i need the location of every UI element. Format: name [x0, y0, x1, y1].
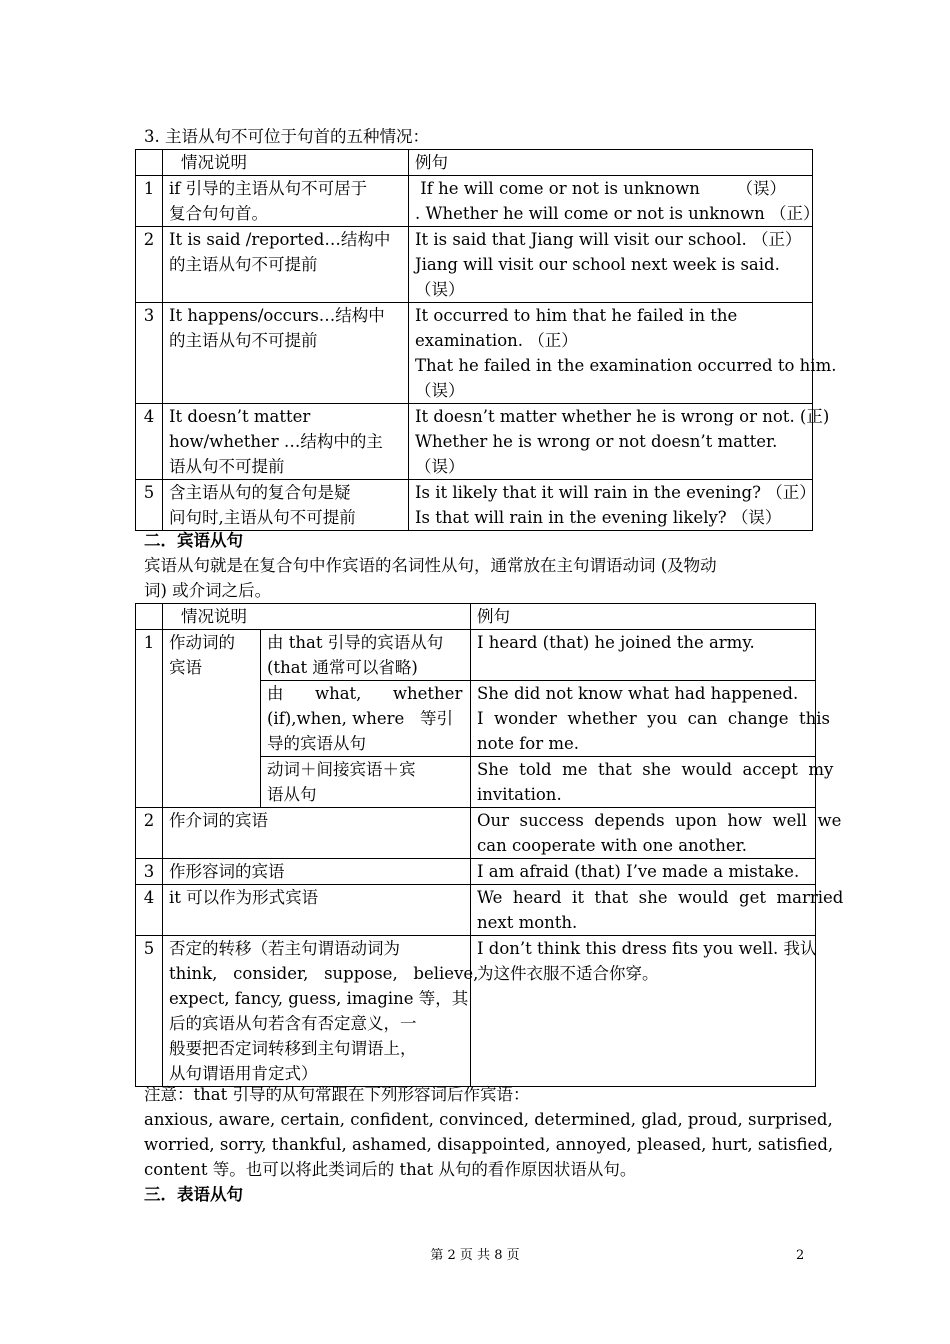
text-line: （误）: [415, 280, 465, 299]
text-line: how/whether …结构中的主: [169, 432, 383, 451]
text-line: It doesn’t matter whether he is wrong or not. (正): [415, 407, 830, 426]
text-line: Whether he is wrong or not doesn’t matter.: [415, 432, 778, 451]
table-row: [136, 859, 816, 885]
text-line: She did not know what had happened.: [477, 684, 799, 703]
page-number-right: 2: [796, 1248, 805, 1263]
object-clause-table: [135, 603, 844, 1087]
table-row: [136, 885, 816, 936]
text-line: 宾语: [169, 658, 202, 677]
row-example: [409, 176, 820, 227]
text-line: 动词＋间接宾语＋宾: [267, 760, 416, 779]
row-description: [163, 303, 409, 404]
text-line: 作介词的宾语: [169, 811, 268, 830]
text-line: . Whether he will come or not is unknown （正）: [415, 204, 820, 223]
text-line: Is that will rain in the evening likely? （误）: [415, 508, 782, 527]
row-description: [163, 227, 409, 303]
text-line: I wonder whether you can change this: [477, 709, 831, 728]
text-line: It is said /reported…结构中: [169, 230, 391, 249]
text-line: if 引导的主语从句不可居于: [169, 179, 368, 198]
text-line: 复合句句首。: [169, 204, 268, 223]
row-example: [409, 227, 813, 303]
row-number: 3: [136, 303, 163, 404]
text-line: I am afraid (that) I’ve made a mistake.: [477, 862, 800, 881]
note-line: 注意：that 引导的从句常跟在下列形容词后作宾语：: [144, 1085, 530, 1104]
table-row: [136, 303, 813, 404]
text-line: It happens/occurs…结构中: [169, 306, 385, 325]
row-example: [471, 936, 816, 1087]
table-row: [136, 480, 813, 531]
text-line: 语从句: [267, 785, 317, 804]
text-line: Jiang will visit our school next week is said.: [415, 255, 780, 274]
table-row: [136, 404, 813, 480]
row-description: [163, 404, 409, 480]
text-line: expect, fancy, guess, imagine 等，其: [169, 989, 469, 1008]
header-cell-num: [136, 604, 163, 630]
text-line: Our success depends upon how well we: [477, 811, 842, 830]
header-cell-example: 例句: [471, 604, 816, 630]
text-line: 作形容词的宾语: [169, 862, 285, 881]
text-line: can cooperate with one another.: [477, 836, 747, 855]
row-example: [471, 885, 844, 936]
header-cell-desc: 情况说明: [163, 604, 471, 630]
text-line: (that 通常可以省略): [267, 658, 418, 677]
row-description: [163, 936, 479, 1087]
row-description: [163, 885, 471, 936]
text-line: examination. （正）: [415, 331, 578, 350]
row-example: [471, 757, 834, 808]
section-heading-predicative-clause: 三．表语从句: [144, 1185, 243, 1204]
row-example: [471, 808, 842, 859]
row-description: [163, 480, 409, 531]
table-row: [136, 808, 816, 859]
row-example: [409, 480, 816, 531]
header-cell-example: 例句: [409, 150, 813, 176]
text-line: She told me that she would accept my: [477, 760, 834, 779]
text-line: 为这件衣服不适合你穿。: [477, 964, 659, 983]
row-number: 4: [136, 885, 163, 936]
table-row: [136, 630, 816, 681]
table-row: [136, 936, 816, 1087]
text-line: 问句时,主语从句不可提前: [169, 508, 356, 527]
text-line: 的主语从句不可提前: [169, 255, 318, 274]
text-line: next month.: [477, 913, 578, 932]
text-line: 由 what, whether: [267, 684, 463, 703]
row-example: [409, 303, 837, 404]
row-number: 2: [136, 227, 163, 303]
row-number: 2: [136, 808, 163, 859]
subject-clause-table: [135, 149, 837, 531]
text-line: We heard it that she would get married: [477, 888, 844, 907]
row-number: 3: [136, 859, 163, 885]
note-line: content 等。也可以将此类词后的 that 从句的看作原因状语从句。: [144, 1160, 637, 1179]
text-line: It doesn’t matter: [169, 407, 311, 426]
text-line: (if),when, where 等引: [267, 709, 454, 728]
row-number: 5: [136, 936, 163, 1087]
text-line: 后的宾语从句若含有否定意义，一: [169, 1014, 417, 1033]
text-line: 含主语从句的复合句是疑: [169, 483, 351, 502]
row-description: [163, 630, 261, 808]
row-example: [471, 630, 816, 681]
row-description: [163, 176, 409, 227]
text-line: 从句谓语用肯定式）: [169, 1064, 318, 1083]
text-line: 的主语从句不可提前: [169, 331, 318, 350]
text-line: 由 that 引导的宾语从句: [267, 633, 444, 652]
row-description: [163, 859, 471, 885]
header-cell-num: [136, 150, 163, 176]
text-line: （误）: [415, 381, 465, 400]
text-line: That he failed in the examination occurred to him.: [415, 356, 837, 375]
table-header-row: [136, 150, 813, 176]
text-line: （误）: [415, 457, 465, 476]
page-number-center: 第 2 页 共 8 页: [430, 1248, 520, 1263]
sub-description: [261, 630, 471, 681]
row-example: [409, 404, 830, 480]
text-line: I heard (that) he joined the army.: [477, 633, 755, 652]
intro-line: 词) 或介词之后。: [144, 581, 272, 600]
table-row: [136, 227, 813, 303]
text-line: 作动词的: [169, 633, 235, 652]
row-number: 1: [136, 630, 163, 808]
text-line: invitation.: [477, 785, 562, 804]
row-description: [163, 808, 471, 859]
row-number: 4: [136, 404, 163, 480]
text-line: 般要把否定词转移到主句谓语上，: [169, 1039, 417, 1058]
row-example: [471, 681, 831, 757]
sub-description: [261, 681, 471, 757]
section-heading-object-clause: 二．宾语从句: [144, 531, 243, 550]
text-line: 否定的转移（若主句谓语动词为: [169, 939, 400, 958]
text-line: If he will come or not is unknown （误）: [415, 179, 787, 198]
row-number: 1: [136, 176, 163, 227]
intro-line: 宾语从句就是在复合句中作宾语的名词性从句，通常放在主句谓语动词 (及物动: [144, 556, 717, 575]
header-cell-desc: 情况说明: [163, 150, 409, 176]
table-row: [136, 176, 813, 227]
note-line: anxious, aware, certain, confident, convinced, determined, glad, proud, surprised,: [144, 1110, 833, 1129]
text-line: 语从句不可提前: [169, 457, 285, 476]
text-line: note for me.: [477, 734, 580, 753]
text-line: 导的宾语从句: [267, 734, 366, 753]
text-line: It is said that Jiang will visit our school. （正）: [415, 230, 802, 249]
section3-title: 3. 主语从句不可位于句首的五种情况：: [144, 127, 429, 146]
text-line: It occurred to him that he failed in the: [415, 306, 738, 325]
row-number: 5: [136, 480, 163, 531]
note-line: worried, sorry, thankful, ashamed, disappointed, annoyed, pleased, hurt, satisfied,: [144, 1135, 834, 1154]
sub-description: [261, 757, 471, 808]
table-header-row: [136, 604, 816, 630]
text-line: Is it likely that it will rain in the evening? （正）: [415, 483, 816, 502]
text-line: I don’t think this dress fits you well. 我认: [477, 939, 817, 958]
text-line: it 可以作为形式宾语: [169, 888, 319, 907]
text-line: think, consider, suppose, believe,: [169, 964, 479, 983]
row-example: [471, 859, 816, 885]
